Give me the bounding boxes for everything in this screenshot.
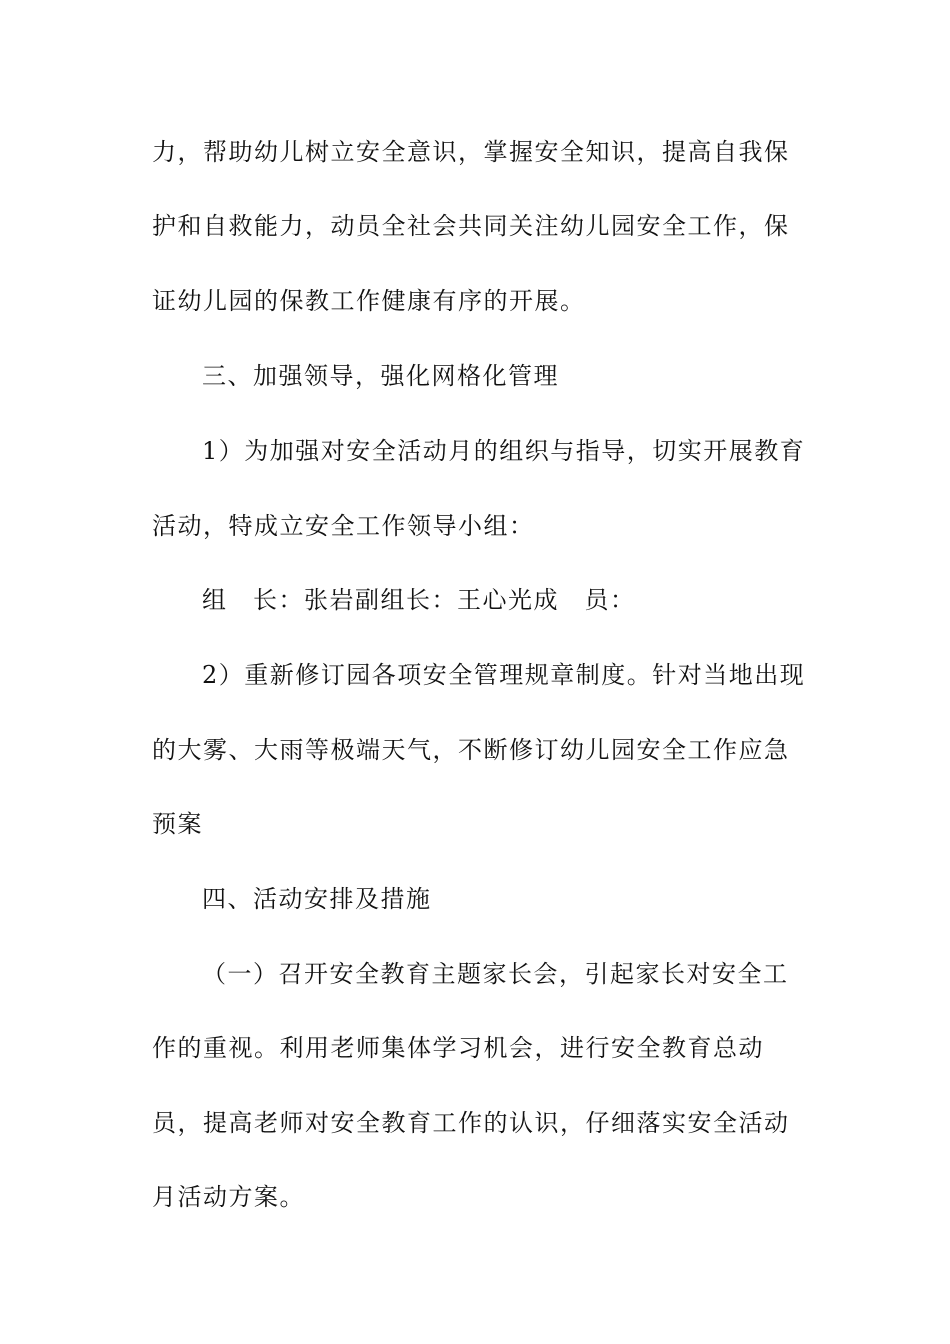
paragraph-line: 力，帮助幼儿树立安全意识，掌握安全知识，提高自我保 (152, 138, 790, 166)
paragraph-line: 预案 (152, 810, 203, 838)
paragraph-line: 组 长：张岩副组长：王心光成 员： (202, 586, 636, 614)
paragraph-line: 护和自救能力，动员全社会共同关注幼儿园安全工作，保 (152, 212, 790, 240)
paragraph-line: 2）重新修订园各项安全管理规章制度。针对当地出现 (202, 661, 806, 689)
paragraph-line: 月活动方案。 (152, 1183, 305, 1211)
paragraph-line: 活动，特成立安全工作领导小组： (152, 512, 535, 540)
paragraph-line: 的大雾、大雨等极端天气，不断修订幼儿园安全工作应急 (152, 736, 790, 764)
paragraph-line: 证幼儿园的保教工作健康有序的开展。 (152, 287, 586, 315)
paragraph-line: 员，提高老师对安全教育工作的认识，仔细落实安全活动 (152, 1109, 790, 1137)
paragraph-line: 作的重视。利用老师集体学习机会，进行安全教育总动 (152, 1034, 764, 1062)
section-heading: 三、加强领导，强化网格化管理 (202, 362, 559, 390)
paragraph-line: 1）为加强对安全活动月的组织与指导，切实开展教育 (202, 437, 806, 465)
paragraph-line: （一）召开安全教育主题家长会，引起家长对安全工 (202, 960, 789, 988)
section-heading: 四、活动安排及措施 (202, 885, 432, 913)
